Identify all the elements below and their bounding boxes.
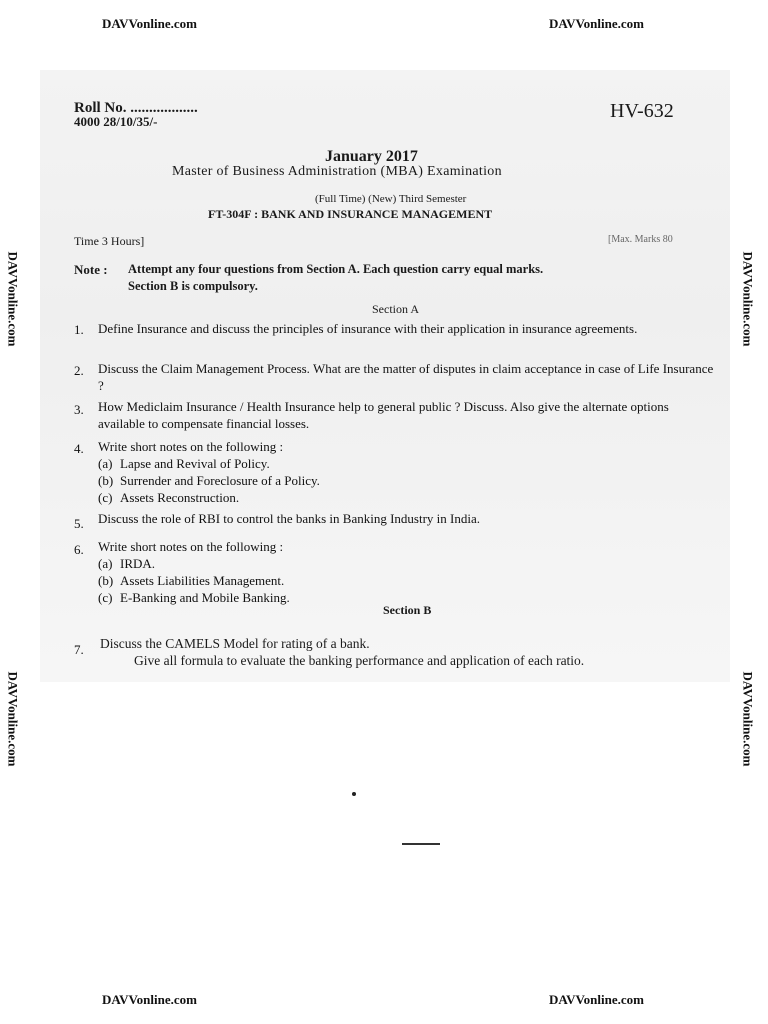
q1-number: 1. — [74, 322, 84, 337]
max-marks: [Max. Marks 80 — [608, 234, 673, 245]
ink-dash — [402, 843, 440, 845]
roll-number: Roll No. .................. — [74, 100, 198, 116]
code-line: 4000 28/10/35/- — [74, 114, 158, 129]
note-label: Note : — [74, 262, 108, 277]
q6-sub-b-text: Assets Liabilities Management. — [120, 573, 285, 588]
watermark-right-lower: DAVVonline.com — [740, 671, 756, 767]
q4-sub-a — [98, 456, 270, 472]
q7-line-2: Give all formula to evaluate the banking performance and application of each ratio. — [134, 653, 585, 668]
exam-date: January 2017 — [325, 148, 418, 165]
q4-sub-c-text: Assets Reconstruction. — [120, 490, 240, 505]
ink-dot — [352, 792, 356, 796]
note-line-2: Section B is compulsory. — [128, 279, 258, 293]
q6-number: 6. — [74, 542, 84, 557]
q4-sub-a-label: (a) — [98, 456, 113, 471]
q4-sub-b-text: Surrender and Foreclosure of a Policy. — [120, 473, 320, 488]
note-line-1: Attempt any four questions from Section A. Each question carry equal marks. — [128, 262, 544, 276]
exam-degree: Master of Business Administration (MBA) Examination — [172, 164, 502, 179]
watermark-bottom-right: DAVVonline.com — [549, 992, 644, 1007]
q2-number: 2. — [74, 363, 84, 378]
q4-text: Write short notes on the following : — [98, 439, 284, 454]
section-b-title: Section B — [383, 603, 432, 617]
q4-sub-c — [98, 490, 239, 506]
q4-sub-b — [98, 473, 320, 489]
q6-sub-c-text: E-Banking and Mobile Banking. — [120, 590, 290, 605]
q5-number: 5. — [74, 516, 84, 531]
exam-subject: FT-304F : BANK AND INSURANCE MANAGEMENT — [208, 207, 493, 221]
watermark-bottom-left: DAVVonline.com — [102, 992, 197, 1007]
q5-text: Discuss the role of RBI to control the banks in Banking Industry in India. — [98, 511, 481, 526]
time-label: Time 3 Hours] — [74, 234, 145, 248]
q6-sub-a-text: IRDA. — [120, 556, 156, 571]
q6-sub-a — [98, 556, 155, 572]
q6-sub-b — [98, 573, 284, 589]
q6-text: Write short notes on the following : — [98, 539, 284, 554]
q4-sub-a-text: Lapse and Revival of Policy. — [120, 456, 270, 471]
q4-sub-b-label: (b) — [98, 473, 114, 488]
q2-text: Discuss the Claim Management Process. What are the matter of disputes in claim acceptance in case of Life Insurance ? — [98, 361, 714, 393]
q7-number: 7. — [74, 642, 84, 657]
watermark-right-upper: DAVVonline.com — [740, 251, 756, 347]
q1-text: Define Insurance and discuss the principles of insurance with their application in insurance agreements. — [98, 321, 638, 336]
exam-semester: (Full Time) (New) Third Semester — [315, 193, 467, 205]
q6-sub-c — [98, 590, 290, 606]
q6-sub-a-label: (a) — [98, 556, 113, 571]
q6-sub-b-label: (b) — [98, 573, 114, 588]
paper-code: HV-632 — [610, 100, 674, 122]
watermark-top-right: DAVVonline.com — [549, 16, 644, 31]
watermark-top-left: DAVVonline.com — [102, 16, 197, 31]
q3-number: 3. — [74, 402, 84, 417]
q4-sub-c-label: (c) — [98, 490, 113, 505]
section-a-title: Section A — [372, 302, 419, 316]
q7-line-1: Discuss the CAMELS Model for rating of a bank. — [100, 636, 370, 651]
q6-sub-c-label: (c) — [98, 590, 113, 605]
watermark-left-upper: DAVVonline.com — [5, 251, 21, 347]
watermark-left-lower: DAVVonline.com — [5, 671, 21, 767]
q3-text: How Mediclaim Insurance / Health Insurance help to general public ? Discuss. Also give the alternate options available to compensate financial losses. — [98, 399, 669, 431]
q4-number: 4. — [74, 441, 84, 456]
